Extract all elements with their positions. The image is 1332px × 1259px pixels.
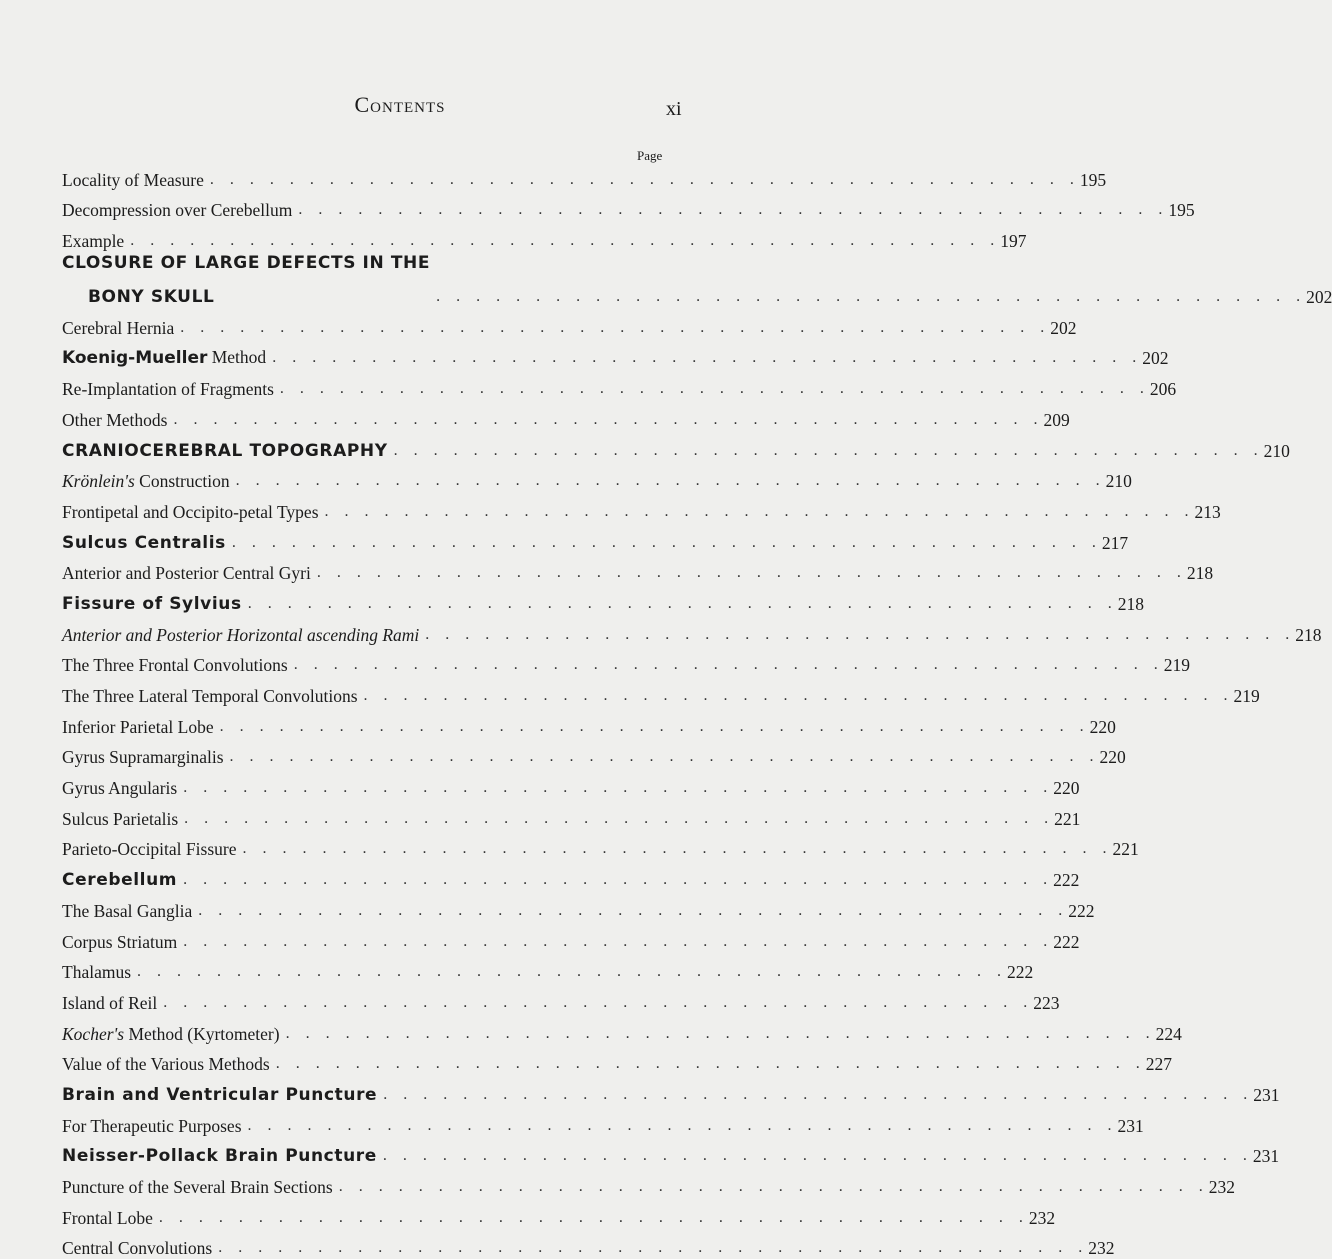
toc-entry-text: Frontipetal and Occipito-petal Types [62,501,319,522]
toc-entry-title [62,777,177,799]
page-number: xi [666,98,682,120]
toc-entry-emphasis: Koenig-Mueller [62,348,208,369]
toc-entry-page: 222 [1053,931,1080,952]
toc-leader-dots: . . . . . . . . . . . . . . . . . . . . . . . . . . . . . . . . . . . . . . . . . . . . [363,687,1234,704]
toc-leader-dots: . . . . . . . . . . . . . . . . . . . . . . . . . . . . . . . . . . . . . . . . . . . . [218,1239,1089,1257]
toc-entry-page: 222 [1007,962,1034,983]
toc-entry-text: CRANIOCEREBRAL TOPOGRAPHY [62,440,388,461]
toc-leader-dots: . . . . . . . . . . . . . . . . . . . . . . . . . . . . . . . . . . . . . . . . . . . . [158,1208,1029,1226]
toc-entry-title [62,961,131,983]
toc-entry-emphasis: Krönlein's [62,471,135,492]
toc-entry-title [62,440,388,462]
toc-entry [62,860,1080,891]
toc-entry-page: 219 [1163,655,1190,676]
toc-leader-dots: . . . . . . . . . . . . . . . . . . . . . . . . . . . . . . . . . . . . . . . . . . . . [231,533,1102,551]
toc-entry-text: Neisser-Pollack Brain Puncture [62,1146,377,1167]
toc-entry-page: 213 [1194,501,1221,522]
toc-entry-title [62,230,124,252]
toc-entry-title [62,992,157,1014]
toc-entry-text: Thalamus [62,962,132,983]
toc-leader-dots: . . . . . . . . . . . . . . . . . . . . . . . . . . . . . . . . . . . . . . . . . . . . [393,441,1264,459]
page-title: Contents [354,92,446,117]
toc-entry-title [62,346,266,369]
toc-entry-page: 210 [1105,471,1132,492]
toc-entry-line2: BONY SKULL [88,287,215,308]
toc-entry [62,191,1195,222]
toc-entry [62,462,1132,493]
toc-entry [62,1229,1115,1259]
toc-entry [62,1198,1056,1229]
toc-entry [62,523,1129,554]
toc-leader-dots: . . . . . . . . . . . . . . . . . . . . . . . . . . . . . . . . . . . . . . . . . . . . [183,871,1054,889]
toc-entry-text: Corpus Striatum [62,931,178,952]
toc-entry-emphasis: Kocher's [62,1023,125,1044]
toc-entry [62,339,1169,370]
toc-leader-dots: . . . . . . . . . . . . . . . . . . . . . . . . . . . . . . . . . . . . . . . . . . . . [130,232,1001,250]
toc-entry-title [62,532,226,554]
toc-leader-dots: . . . . . . . . . . . . . . . . . . . . . . . . . . . . . . . . . . . . . . . . . . . . [219,717,1090,735]
toc-entry-page: 222 [1053,870,1080,891]
toc-leader-dots: . . . . . . . . . . . . . . . . . . . . . . . . . . . . . . . . . . . . . . . . . . . . [137,963,1008,981]
toc-entry-text: Re-Implantation of Fragments [62,379,274,400]
toc-entry-page: 232 [1208,1177,1235,1197]
toc-leader-dots: . . . . . . . . . . . . . . . . . . . . . . . . . . . . . . . . . . . . . . . . . . . . [275,1055,1146,1073]
toc-entry-text: Anterior and Posterior Horizontal ascending Rami [62,624,420,645]
toc-entry-text: The Three Frontal Convolutions [62,655,288,676]
toc-leader-dots: . . . . . . . . . . . . . . . . . . . . . . . . . . . . . . . . . . . . . . . . . . . . [285,1024,1156,1042]
toc-entry-title [62,931,177,953]
toc-entry [62,615,1322,646]
toc-leader-dots: . . . . . . . . . . . . . . . . . . . . . . . . . . . . . . . . . . . . . . . . . . . . [383,1085,1254,1103]
toc-entry-page: 231 [1117,1115,1144,1136]
toc-leader-dots: . . . . . . . . . . . . . . . . . . . . . . . . . . . . . . . . . . . . . . . . . . . . [316,564,1187,582]
toc-entry-title [62,593,242,615]
toc-entry-page: 224 [1155,1023,1182,1044]
toc-entry [62,221,1027,252]
toc-entry-title [62,501,319,523]
toc-leader-dots: . . . . . . . . . . . . . . . . . . . . . . . . . . . . . . . . . . . . . . . . . . . . [198,901,1069,919]
toc-entry-title [62,317,174,339]
toc-entry-title [62,199,292,221]
toc-entry-text: Cerebral Hernia [62,317,175,338]
toc-entry-page: 227 [1145,1054,1172,1075]
toc-entry-line1: CLOSURE OF LARGE DEFECTS IN THE [62,253,431,274]
toc-entry-page: 219 [1233,686,1260,706]
toc-leader-dots: . . . . . . . . . . . . . . . . . . . . . . . . . . . . . . . . . . . . . . . . . . . . [425,625,1296,643]
toc-leader-dots: . . . . . . . . . . . . . . . . . . . . . . . . . . . . . . . . . . . . . . . . . . . . [293,656,1164,674]
toc-entry-suffix: Method (Kyrtometer) [124,1023,280,1044]
toc-entry-text: Value of the Various Methods [62,1054,270,1075]
toc-entry-page: 231 [1252,1146,1280,1167]
toc-leader-dots: . . . . . . . . . . . . . . . . . . . . . . . . . . . . . . . . . . . . . . . . . . . . [183,779,1054,797]
toc-entry-page: 221 [1112,839,1139,860]
toc-entry [62,492,1221,523]
toc-entry-page: 221 [1054,808,1081,829]
toc-entry-text: Anterior and Posterior Central Gyri [62,563,311,584]
toc-entry-title [62,169,204,191]
toc-entry-title [62,624,419,646]
toc-entry-text: Gyrus Supramarginalis [62,747,224,768]
toc-entry [62,160,1107,191]
toc-entry-page: 218 [1186,563,1214,584]
toc-entry-title [62,1115,242,1137]
toc-entry [62,554,1214,585]
toc-entry [62,1014,1182,1045]
toc-entry-page: 223 [1033,992,1060,1013]
toc-entry-page: 218 [1117,593,1144,614]
toc-entry-page: 217 [1101,532,1129,553]
toc-entry [62,1137,1280,1168]
toc-entry-page: 232 [1088,1238,1115,1259]
toc-leader-dots: . . . . . . . . . . . . . . . . . . . . . . . . . . . . . . . . . . . . . . . . . . . . [209,170,1080,188]
toc-entry [62,400,1070,431]
toc-entry-page: 206 [1149,379,1177,400]
toc-entry-title [62,1023,280,1045]
toc-entry-title [62,838,236,860]
toc-entry-suffix: Method [207,347,267,368]
toc-entry [62,1167,1235,1198]
toc-entry [62,1045,1172,1076]
toc-entry-text: Island of Reil [62,992,158,1013]
toc-leader-dots: . . . . . . . . . . . . . . . . . . . . . . . . . . . . . . . . . . . . . . . . . . . . [338,1178,1209,1195]
toc-entry-text: Decompression over Cerebellum [62,200,293,221]
toc-entry-text: Other Methods [62,409,168,430]
toc-entry-text: Cerebellum [62,870,178,891]
toc-entry-title [62,900,192,922]
toc-entry [62,308,1077,339]
toc-entry-page: 197 [1000,231,1027,252]
toc-leader-dots: . . . . . . . . . . . . . . . . . . . . . . . . . . . . . . . . . . . . . . . . . . . . [235,472,1106,490]
toc-leader-dots: . . . . . . . . . . . . . . . . . . . . . . . . . . . . . . . . . . . . . . . . . . . . [382,1147,1253,1165]
toc-entry-title [62,1207,153,1229]
page-header [0,92,800,132]
toc-entry-text: Fissure of Sylvius [62,593,242,614]
toc-entry-text: Sulcus Parietalis [62,808,179,829]
toc-entry-text: For Therapeutic Purposes [62,1115,242,1136]
toc-entry-page: 222 [1068,900,1095,921]
toc-entry-title [62,716,214,738]
toc-entry-title [62,1084,377,1106]
toc-entry-page: 220 [1089,716,1116,737]
toc-entry-text: Brain and Ventricular Puncture [62,1084,378,1105]
toc-entry-page: 218 [1295,624,1322,645]
toc-entry-title [62,470,230,492]
toc-entry-text: Example [62,231,125,252]
toc-leader-dots: . . . . . . . . . . . . . . . . . . . . . . . . . . . . . . . . . . . . . . . . . . . . [298,201,1169,219]
toc-entry-page: 210 [1263,440,1290,461]
toc-entry [62,891,1095,922]
toc-entry-page: 202 [1050,317,1077,338]
toc-entry-text: Inferior Parietal Lobe [62,716,214,737]
toc-leader-dots: . . . . . . . . . . . . . . . . . . . . . . . . . . . . . . . . . . . . . . . . . . . . [180,318,1051,336]
toc-entry-page: 231 [1253,1084,1280,1105]
page-column-label: Page [637,148,663,163]
toc-entry-title [62,685,358,707]
toc-leader-dots: . . . . . . . . . . . . . . . . . . . . . . . . . . . . . . . . . . . . . . . . . . . . [324,502,1195,520]
toc-entry-title [62,869,177,891]
toc-entry-title [62,808,178,830]
toc-entry [62,768,1080,799]
toc-entry [62,252,1332,308]
toc-entry-title [62,1176,333,1198]
toc-entry [62,983,1060,1014]
toc-entry-page: 209 [1043,409,1070,430]
toc-entry [62,953,1034,984]
toc-entry-title [62,1237,212,1259]
toc-entry [62,431,1290,462]
toc-entry-page: 195 [1168,200,1195,221]
toc-entry-text: The Three Lateral Temporal Convolutions [62,686,358,706]
toc-entry [62,799,1081,830]
toc-entry-text: Frontal Lobe [62,1207,153,1228]
toc-entry-title [62,562,311,584]
toc-entry [62,922,1080,953]
table-of-contents [62,160,1332,1259]
toc-entry [62,584,1144,615]
toc-entry [62,738,1126,769]
toc-leader-dots: . . . . . . . . . . . . . . . . . . . . . . . . . . . . . . . . . . . . . . . . . . . . [279,380,1150,398]
toc-entry-text: Sulcus Centralis [62,532,226,553]
toc-leader-dots: . . . . . . . . . . . . . . . . . . . . . . . . . . . . . . . . . . . . . . . . . . . . [183,932,1054,950]
toc-leader-dots: . . . . . . . . . . . . . . . . . . . . . . . . . . . . . . . . . . . . . . . . . . . . [173,410,1044,428]
toc-entry-text: The Basal Ganglia [62,900,193,921]
toc-leader-dots: . . . . . . . . . . . . . . . . . . . . . . . . . . . . . . . . . . . . . . . . . . . . [184,809,1055,827]
toc-entry-page: 202 [1306,287,1332,308]
toc-leader-dots: . . . . . . . . . . . . . . . . . . . . . . . . . . . . . . . . . . . . . . . . . . . . [247,594,1118,612]
toc-entry [62,369,1177,400]
toc-entry [62,830,1139,861]
toc-entry-suffix: Construction [134,471,230,492]
toc-entry-text: Parieto-Occipital Fissure [62,839,237,860]
toc-entry-title [62,378,274,400]
toc-leader-dots: . . . . . . . . . . . . . . . . . . . . . . . . . . . . . . . . . . . . . . . . . . . . [272,349,1143,367]
toc-entry-text: Central Convolutions [62,1238,213,1259]
toc-entry [62,1106,1144,1137]
toc-entry [62,1075,1280,1106]
toc-entry-title [62,654,288,676]
toc-entry-title [62,252,430,308]
toc-entry-page: 232 [1028,1207,1056,1228]
toc-leader-dots: . . . . . . . . . . . . . . . . . . . . . . . . . . . . . . . . . . . . . . . . . . . . [163,993,1034,1011]
toc-entry-title [62,1053,270,1075]
toc-entry-text: Puncture of the Several Brain Sections [62,1177,333,1197]
toc-entry-title [62,409,167,431]
toc-entry-page: 220 [1099,747,1126,768]
toc-leader-dots: . . . . . . . . . . . . . . . . . . . . . . . . . . . . . . . . . . . . . . . . . . . . [242,840,1113,858]
toc-entry-page: 220 [1053,778,1080,799]
toc-entry [62,707,1116,738]
toc-leader-dots: . . . . . . . . . . . . . . . . . . . . . . . . . . . . . . . . . . . . . . . . . . . . [436,288,1307,306]
toc-entry [62,676,1260,707]
toc-leader-dots: . . . . . . . . . . . . . . . . . . . . . . . . . . . . . . . . . . . . . . . . . . . . [229,748,1100,766]
toc-entry [62,646,1190,677]
toc-leader-dots: . . . . . . . . . . . . . . . . . . . . . . . . . . . . . . . . . . . . . . . . . . . . [247,1116,1118,1134]
toc-entry-text: Gyrus Angularis [62,778,178,799]
toc-entry-title [62,746,224,768]
toc-entry-title [62,1145,377,1167]
toc-entry-text: Locality of Measure [62,169,204,190]
toc-entry-page: 202 [1142,348,1169,369]
toc-entry-page: 195 [1079,169,1107,190]
